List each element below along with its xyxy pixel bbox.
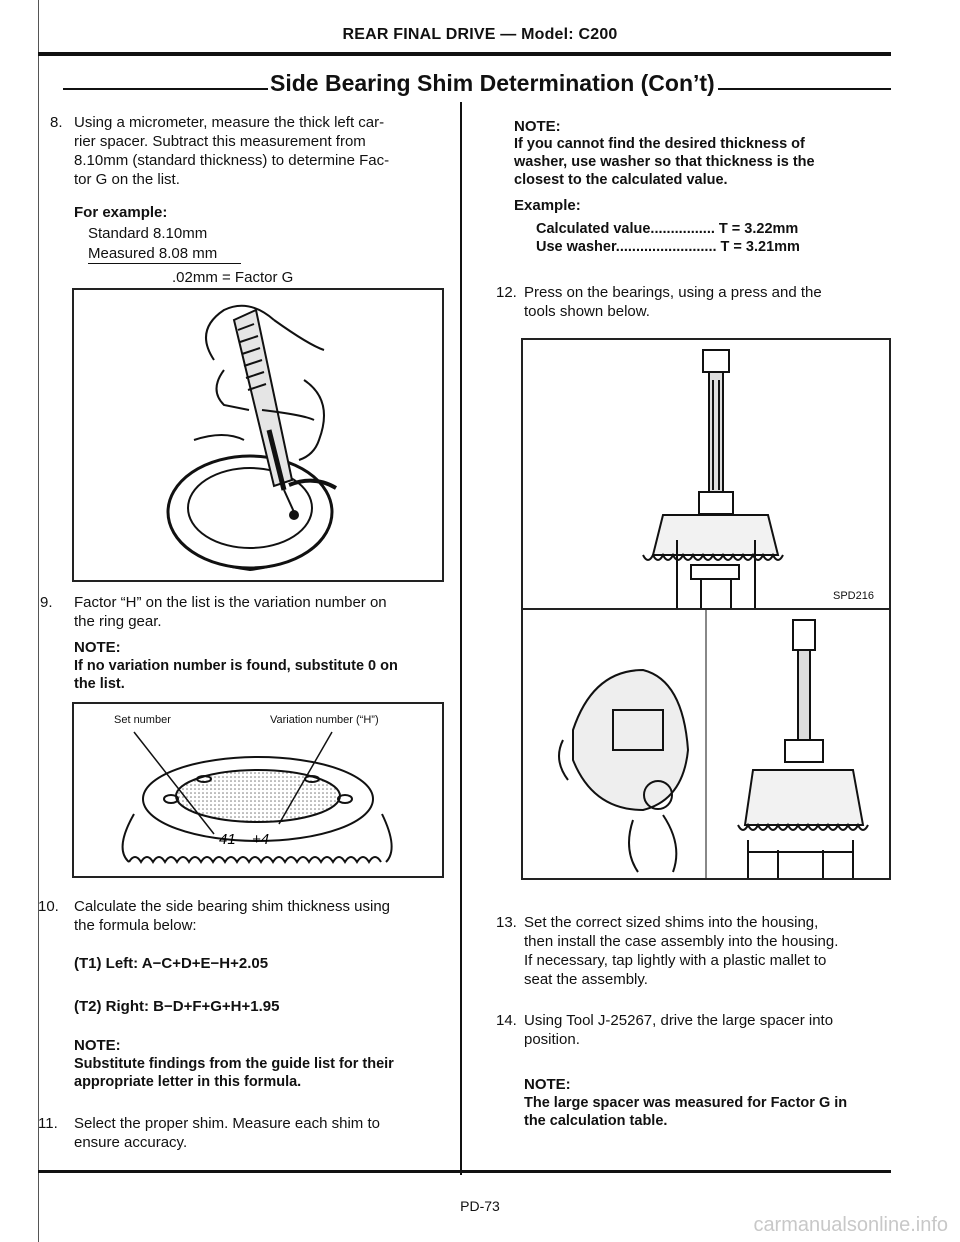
step-line: Set the correct sized shims into the housing, (524, 914, 819, 931)
page-header-title: REAR FINAL DRIVE — Model: C200 (342, 26, 618, 43)
note-line: washer, use washer so that thickness is the (514, 154, 815, 170)
press-bearing-figure-bottom (521, 608, 891, 880)
step-line: Calculate the side bearing shim thickness using (74, 898, 391, 915)
left-margin-line (38, 0, 39, 1242)
step-line: tools shown below. (524, 303, 650, 320)
step-line: Select the proper shim. Measure each shim to (74, 1115, 380, 1132)
step-line: ensure accuracy. (74, 1134, 188, 1151)
note-line: If you cannot find the desired thickness of (514, 136, 805, 152)
gear-mark-variation: +4 (252, 831, 270, 848)
step-number: 9. (40, 594, 53, 611)
note-line: the calculation table. (524, 1113, 668, 1129)
note-line: The large spacer was measured for Factor G in (524, 1095, 848, 1111)
step-number: 8. (50, 114, 63, 131)
step-line: Using Tool J-25267, drive the large spacer into (524, 1012, 834, 1029)
micrometer-illustration (74, 290, 442, 580)
ring-gear-figure (72, 702, 444, 878)
ring-gear-illustration (74, 704, 442, 876)
page-number: PD-73 (460, 1198, 500, 1214)
use-washer-value: Use washer......................... T = 3.21mm (536, 239, 800, 255)
note-label: NOTE: (74, 639, 121, 656)
header-rule (38, 52, 891, 56)
variation-number-label: Variation number (“H”) (270, 714, 379, 726)
note-line: Substitute findings from the guide list for their (74, 1056, 394, 1072)
section-title: Side Bearing Shim Determination (Con’t) (270, 70, 715, 96)
press-top-illustration (523, 340, 889, 610)
step-line: the formula below: (74, 917, 197, 934)
title-rule-left (63, 88, 268, 90)
step-line: then install the case assembly into the housing. (524, 933, 839, 950)
step-line: position. (524, 1031, 580, 1048)
press-bearing-figure-top (521, 338, 891, 612)
step-number: 11. (38, 1115, 58, 1132)
factor-g-result: .02mm = Factor G (172, 269, 294, 286)
note-label: NOTE: (74, 1037, 121, 1054)
measured-value: Measured 8.08 mm (88, 244, 241, 264)
title-rule-right (718, 88, 891, 90)
step-number: 12. (496, 284, 517, 301)
figure-code: SPD216 (833, 590, 874, 602)
footer-rule (38, 1170, 891, 1173)
step-line: seat the assembly. (524, 971, 648, 988)
example-label: For example: (74, 204, 168, 221)
standard-value: Standard 8.10mm (88, 225, 208, 242)
note-line: the list. (74, 676, 125, 692)
example-label: Example: (514, 197, 581, 214)
watermark: carmanualsonline.info (753, 1214, 948, 1236)
step-line: tor G on the list. (74, 171, 180, 188)
step-number: 10. (38, 898, 59, 915)
step-number: 13. (496, 914, 517, 931)
step-line: the ring gear. (74, 613, 162, 630)
step-line: 8.10mm (standard thickness) to determine Fac- (74, 152, 390, 169)
section-title-bar (38, 68, 891, 104)
formula-t2: (T2) Right: B−D+F+G+H+1.95 (74, 998, 280, 1015)
step-number: 14. (496, 1012, 517, 1029)
note-label: NOTE: (524, 1076, 571, 1093)
note-line: If no variation number is found, substitute 0 on (74, 658, 398, 674)
formula-t1: (T1) Left: A−C+D+E−H+2.05 (74, 955, 269, 972)
washer-note (514, 118, 894, 256)
step-line: If necessary, tap lightly with a plastic mallet to (524, 952, 827, 969)
note-line: closest to the calculated value. (514, 172, 728, 188)
note-label: NOTE: (514, 118, 561, 135)
step-line: Press on the bearings, using a press and the (524, 284, 822, 301)
press-bottom-illustration (523, 610, 889, 878)
micrometer-figure (72, 288, 444, 582)
note-line: appropriate letter in this formula. (74, 1074, 302, 1090)
step-line: Factor “H” on the list is the variation number on (74, 594, 387, 611)
calculated-value: Calculated value................ T = 3.22mm (536, 221, 799, 237)
gear-mark-set-number: 41 (219, 831, 236, 848)
step-line: Using a micrometer, measure the thick left car- (74, 114, 385, 131)
step-line: rier spacer. Subtract this measurement from (74, 133, 366, 150)
set-number-label: Set number (114, 714, 171, 726)
